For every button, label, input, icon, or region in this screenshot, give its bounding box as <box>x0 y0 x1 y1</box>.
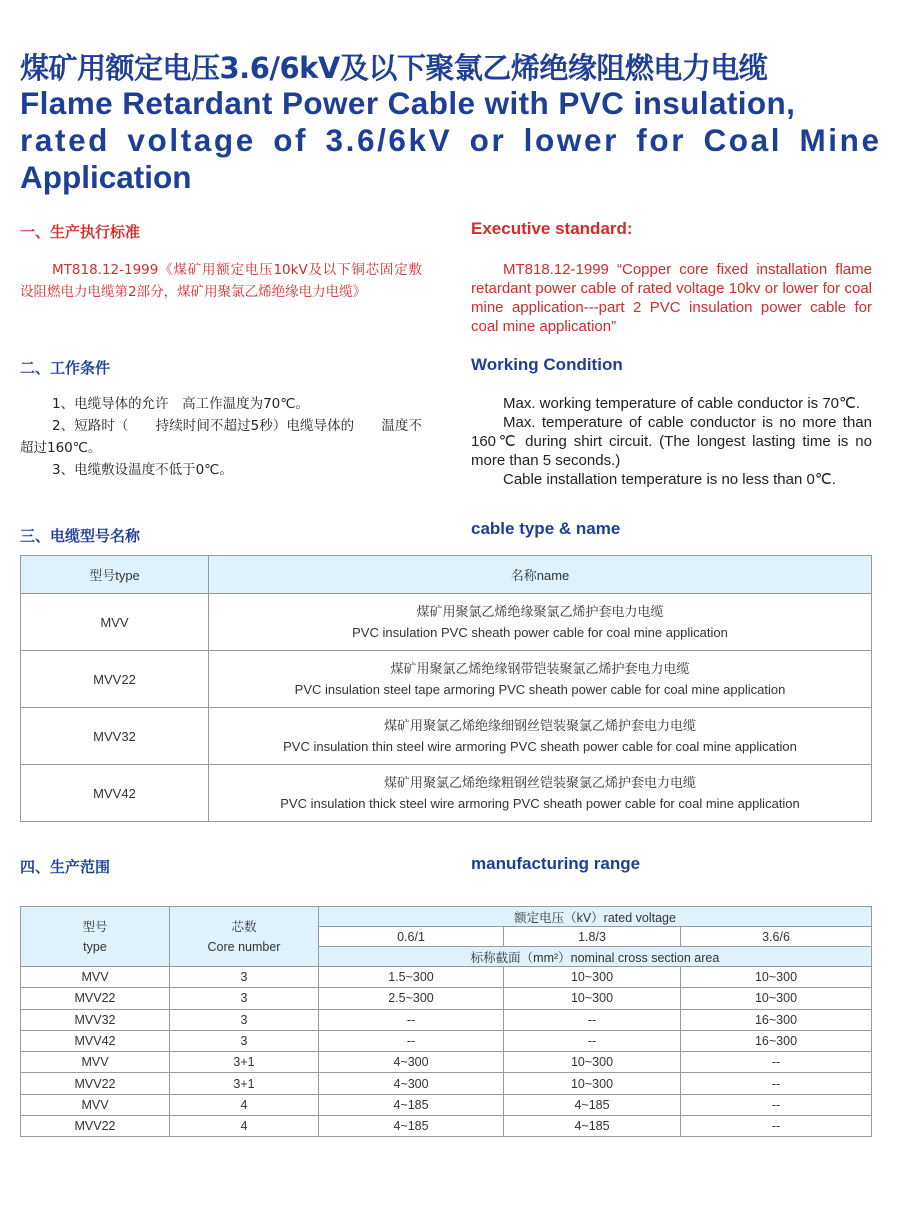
voltage-3-6-6: 3.6/6 <box>681 927 872 947</box>
v2-cell: 10~300 <box>504 1073 681 1094</box>
table-row <box>21 1073 872 1094</box>
core-cell: 3 <box>170 967 319 988</box>
core-cell: 4 <box>170 1116 319 1137</box>
v3-cell: -- <box>681 1094 872 1115</box>
table-header-row <box>21 556 872 594</box>
table-row <box>21 988 872 1009</box>
table-row <box>21 1009 872 1030</box>
range-heading-en: manufacturing range <box>471 854 641 873</box>
type-cell: MVV <box>21 967 170 988</box>
v2-cell: 10~300 <box>504 967 681 988</box>
v1-cell: 4~300 <box>319 1052 504 1073</box>
voltage-0-6-1: 0.6/1 <box>319 927 504 947</box>
col-type-en: type <box>83 939 107 954</box>
v1-cell: 4~300 <box>319 1073 504 1094</box>
col-type-cn: 型号 <box>82 919 108 934</box>
types-heading-cn: 三、电缆型号名称 <box>20 527 141 545</box>
title-en-line-1: Flame Retardant Power Cable with PVC insulation, <box>20 85 796 121</box>
col-type-header: 型号type <box>21 556 209 594</box>
v3-cell: -- <box>681 1073 872 1094</box>
standard-text-en: MT818.12-1999 “Copper core fixed installation flame retardant power cable of rated voltage 10kv or lower for coal mine application---part 2 PVC insulation power cable for coal mine application” <box>471 261 872 335</box>
working-cn-item-1: 1、电缆导体的允许 高工作温度为70℃。 <box>52 396 309 412</box>
section-area-label: 标称截面（mm²）nominal cross section area <box>319 947 872 967</box>
table-row <box>21 1030 872 1051</box>
v2-cell: 4~185 <box>504 1094 681 1115</box>
type-cell: MVV22 <box>21 1116 170 1137</box>
col-core-en: Core number <box>207 939 281 954</box>
working-en-item-1: Max. working temperature of cable conductor is 70℃. <box>503 395 861 412</box>
name-cell <box>209 594 872 651</box>
v3-cell: 16~300 <box>681 1030 872 1051</box>
working-en-item-2: Max. temperature of cable conductor is no more than 160℃ during shirt circuit. (The longest lasting time is no more than 5 seconds.) <box>471 414 872 469</box>
name-cell <box>209 651 872 708</box>
col-name-header: 名称name <box>209 556 872 594</box>
type-cell: MVV42 <box>21 765 209 822</box>
name-en: PVC insulation PVC sheath power cable for coal mine application <box>352 625 728 640</box>
core-cell: 3+1 <box>170 1073 319 1094</box>
col-core-header <box>170 907 319 967</box>
col-core-cn: 芯数 <box>231 919 257 934</box>
working-text-cn <box>20 393 422 481</box>
name-en: PVC insulation thick steel wire armoring PVC sheath power cable for coal mine application <box>280 796 800 811</box>
type-cell: MVV42 <box>21 1030 170 1051</box>
v1-cell: 4~185 <box>319 1116 504 1137</box>
name-en: PVC insulation thin steel wire armoring PVC sheath power cable for coal mine application <box>283 739 797 754</box>
v3-cell: 10~300 <box>681 967 872 988</box>
type-cell: MVV <box>21 594 209 651</box>
core-cell: 3+1 <box>170 1052 319 1073</box>
type-cell: MVV <box>21 1052 170 1073</box>
working-cn-item-3: 3、电缆敷设温度不低于0℃。 <box>52 462 233 478</box>
v1-cell: -- <box>319 1009 504 1030</box>
standard-heading-en: Executive standard: <box>471 219 633 238</box>
table-row <box>21 765 872 822</box>
v3-cell: -- <box>681 1052 872 1073</box>
type-cell: MVV <box>21 1094 170 1115</box>
v3-cell: -- <box>681 1116 872 1137</box>
type-cell: MVV22 <box>21 651 209 708</box>
core-cell: 3 <box>170 1030 319 1051</box>
working-heading-en: Working Condition <box>471 355 623 374</box>
v2-cell: 4~185 <box>504 1116 681 1137</box>
type-cell: MVV32 <box>21 1009 170 1030</box>
table-row <box>21 1094 872 1115</box>
manufacturing-range-table <box>20 906 872 1137</box>
title-en-line-3: Application <box>20 159 192 195</box>
v3-cell: 10~300 <box>681 988 872 1009</box>
name-cn: 煤矿用聚氯乙烯绝缘细钢丝铠装聚氯乙烯护套电力电缆 <box>383 718 696 733</box>
type-cell: MVV22 <box>21 988 170 1009</box>
table-row <box>21 967 872 988</box>
col-type-header <box>21 907 170 967</box>
name-cn: 煤矿用聚氯乙烯绝缘聚氯乙烯护套电力电缆 <box>416 604 664 619</box>
working-en-item-3: Cable installation temperature is no less than 0℃. <box>503 471 836 488</box>
core-cell: 4 <box>170 1094 319 1115</box>
name-cn: 煤矿用聚氯乙烯绝缘钢带铠装聚氯乙烯护套电力电缆 <box>390 661 690 676</box>
range-heading-cn: 四、生产范围 <box>20 858 111 876</box>
cable-type-table <box>20 555 872 822</box>
v2-cell: -- <box>504 1009 681 1030</box>
v1-cell: 4~185 <box>319 1094 504 1115</box>
name-cn: 煤矿用聚氯乙烯绝缘粗钢丝铠装聚氯乙烯护套电力电缆 <box>383 775 696 790</box>
voltage-1-8-3: 1.8/3 <box>504 927 681 947</box>
v2-cell: -- <box>504 1030 681 1051</box>
v2-cell: 10~300 <box>504 988 681 1009</box>
v2-cell: 10~300 <box>504 1052 681 1073</box>
v1-cell: -- <box>319 1030 504 1051</box>
core-cell: 3 <box>170 988 319 1009</box>
type-cell: MVV22 <box>21 1073 170 1094</box>
name-cell <box>209 708 872 765</box>
working-cn-item-2: 2、短路时（ 持续时间不超过5秒）电缆导体的 温度不超过160℃。 <box>20 418 422 456</box>
core-cell: 3 <box>170 1009 319 1030</box>
working-heading-cn: 二、工作条件 <box>20 359 111 377</box>
type-cell: MVV32 <box>21 708 209 765</box>
page-title-en <box>20 85 882 196</box>
name-en: PVC insulation steel tape armoring PVC sheath power cable for coal mine application <box>294 682 786 697</box>
table-row <box>21 594 872 651</box>
v3-cell: 16~300 <box>681 1009 872 1030</box>
v1-cell: 1.5~300 <box>319 967 504 988</box>
table-row <box>21 651 872 708</box>
working-text-en <box>471 394 872 489</box>
standard-heading-cn: 一、生产执行标准 <box>20 223 141 241</box>
title-en-line-2: rated voltage of 3.6/6kV or lower for Coal Mine <box>20 122 882 158</box>
col-voltage-header: 额定电压（kV）rated voltage <box>319 907 872 927</box>
types-heading-en: cable type & name <box>471 519 621 538</box>
page-title-cn: 煤矿用额定电压3.6/6kV及以下聚氯乙烯绝缘阻燃电力电缆 <box>20 51 768 85</box>
standard-text-cn: MT818.12-1999《煤矿用额定电压10kV及以下铜芯固定敷设阻燃电力电缆第2部分，煤矿用聚氯乙烯绝缘电力电缆》 <box>20 262 422 300</box>
name-cell <box>209 765 872 822</box>
table-header-row <box>21 907 872 927</box>
table-row <box>21 1052 872 1073</box>
table-row <box>21 1116 872 1137</box>
table-row <box>21 708 872 765</box>
v1-cell: 2.5~300 <box>319 988 504 1009</box>
